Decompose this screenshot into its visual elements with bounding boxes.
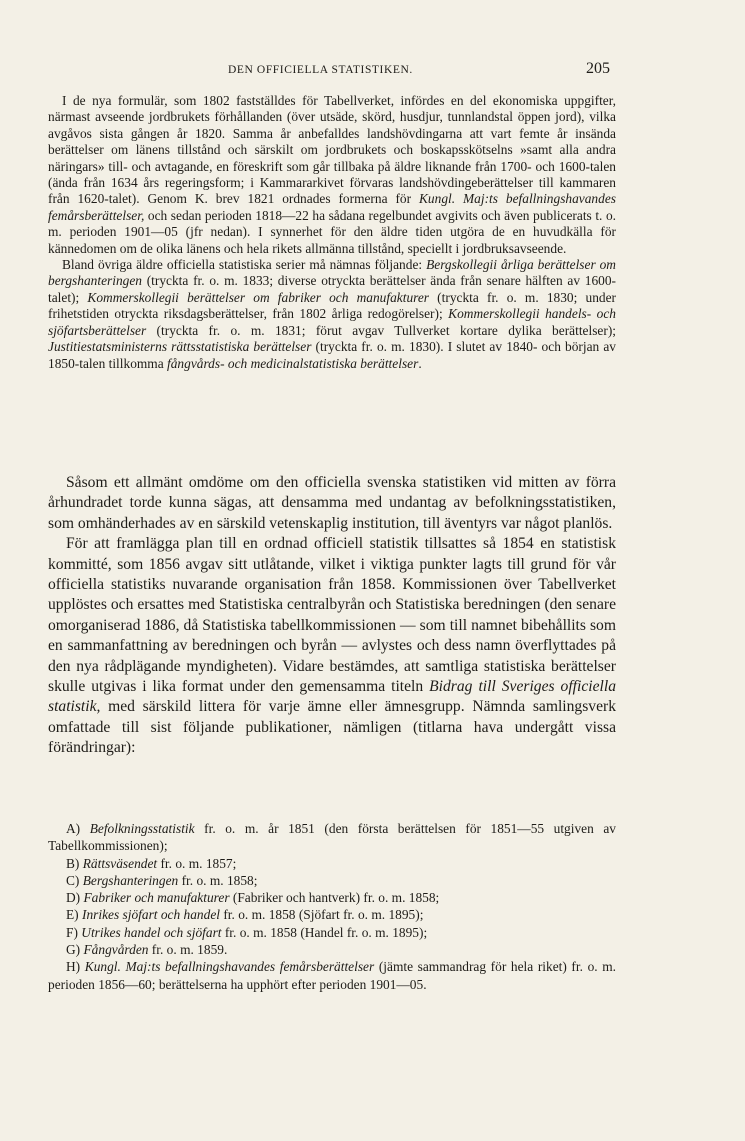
paragraph-overall-judgment: Såsom ett allmänt omdöme om den officiella svenska statistiken vid mitten av förra århundradet torde kunna sägas, att densamma med undantag av befolkningsstatistiken, som omhänderhades av en särskild vetenskaplig institution, till äventyrs var något planlös. bbox=[48, 474, 616, 532]
page-number: 205 bbox=[586, 60, 610, 77]
main-text-section bbox=[48, 473, 616, 759]
list-item: E) Inrikes sjöfart och handel fr. o. m. 1858 (Sjöfart fr. o. m. 1895); bbox=[66, 907, 424, 923]
list-item: D) Fabriker och manufakturer (Fabriker och hantverk) fr. o. m. 1858; bbox=[66, 890, 440, 906]
paragraph-committee: För att framlägga plan till en ordnad officiell statistik tillsattes så 1854 en statistisk kommitté, som 1856 avgav sitt utlåtande, vilket i viktiga punkter lagts till grund för vår officiella statistiks nuvarande organisation från 1858. Kommissionen över Tabellverket upplöstes och ersattes med Statistiska centralbyrån och Statistiska beredningen (den senare omorganiserad 1886, då Statistiska tabellkommissionen — som till namnet bibehållits som en sammanfattning av beredningen och byrån — avlystes och dess namn överflyttades på den nya rådplägande myndigheten). Vidare bestämdes, att samtliga statistiska berättelser skulle utgivas i lika format under den gemensamma titeln Bidrag till Sveriges officiella statistik, med särskild littera för varje ämne eller ämnesgrupp. Nämnda samlingsverk omfattade till sist följande publikationer, nämligen (titlarna hava undergått vissa förändringar): bbox=[48, 535, 616, 757]
list-item: C) Bergshanteringen fr. o. m. 1858; bbox=[66, 872, 258, 888]
series-list bbox=[48, 820, 616, 993]
list-item: B) Rättsväsendet fr. o. m. 1857; bbox=[66, 855, 237, 871]
list-item: G) Fångvården fr. o. m. 1859. bbox=[66, 942, 228, 958]
paragraph-other-series: Bland övriga äldre officiella statistiska serier må nämnas följande: Bergskollegii årliga berättelser om bergshanteringen (tryckta fr. o. m. 1833; diverse otryckta berättelser ända från senare hälften av 1600-talet); Kommerskollegii berättelser om fabriker och manufakturer (tryckta fr. o. m. 1830; under frihetstiden otryckta riksdagsberättelser, från 1802 årliga redogörelser); Kommerskollegii handels- och sjöfartsberättelser (tryckta fr. o. m. 1831; förut avgav Tullverket kortare dylika berättelser); Justitiestatsministerns rättsstatistiska berättelser (tryckta fr. o. m. 1830). I slutet av 1840- och början av 1850-talen tillkomma fångvårds- och medicinalstatistiska berättelser. bbox=[48, 257, 617, 371]
list-item: A) Befolkningsstatistik fr. o. m. år 1851 (den första berättelsen för 1851—55 utgiven av Tabellkommissionen); bbox=[48, 821, 616, 854]
running-title: DEN OFFICIELLA STATISTIKEN. bbox=[228, 64, 413, 76]
list-item: F) Utrikes handel och sjöfart fr. o. m. 1858 (Handel fr. o. m. 1895); bbox=[66, 924, 428, 940]
small-print-section bbox=[48, 93, 616, 372]
list-item: H) Kungl. Maj:ts befallningshavandes femårsberättelser (jämte sammandrag för hela riket) fr. o. m. perioden 1856—60; berättelserna ha upphört efter perioden 1901—05. bbox=[48, 959, 616, 992]
page-header bbox=[0, 60, 745, 82]
paragraph-landshovdinge: I de nya formulär, som 1802 fastställdes för Tabellverket, infördes en del ekonomiska uppgifter, närmast avseende jordbrukets förhållanden (över utsäde, skörd, husdjur, tunnlandstal öppen jord), vilka avgåvos sista gången år 1820. Samma år anbefalldes landshövdingarna att vart femte år insända berättelser om länens tillstånd och särskilt om jordbrukets och boskapsskötselns »samt alla andra näringars» till- och avtagande, en föreskrift som går tillbaka på äldre liknande från 1700- och 1600-talen (ända från 1634 års regeringsform; i Kammararkivet förvaras landshövdingeberättelser till kammaren från 1620-talet). Genom K. brev 1821 ordnades formerna för Kungl. Maj:ts befallningshavandes femårsberättelser, och sedan perioden 1818—22 ha sådana regelbundet avgivits och även publicerats t. o. m. perioden 1901—05 (jfr nedan). I synnerhet för den äldre tiden utgöra de en huvudkälla för kännedomen om de olika länens och hela rikets allmänna tillstånd, speciellt i jordbruksavseende. bbox=[48, 93, 616, 256]
